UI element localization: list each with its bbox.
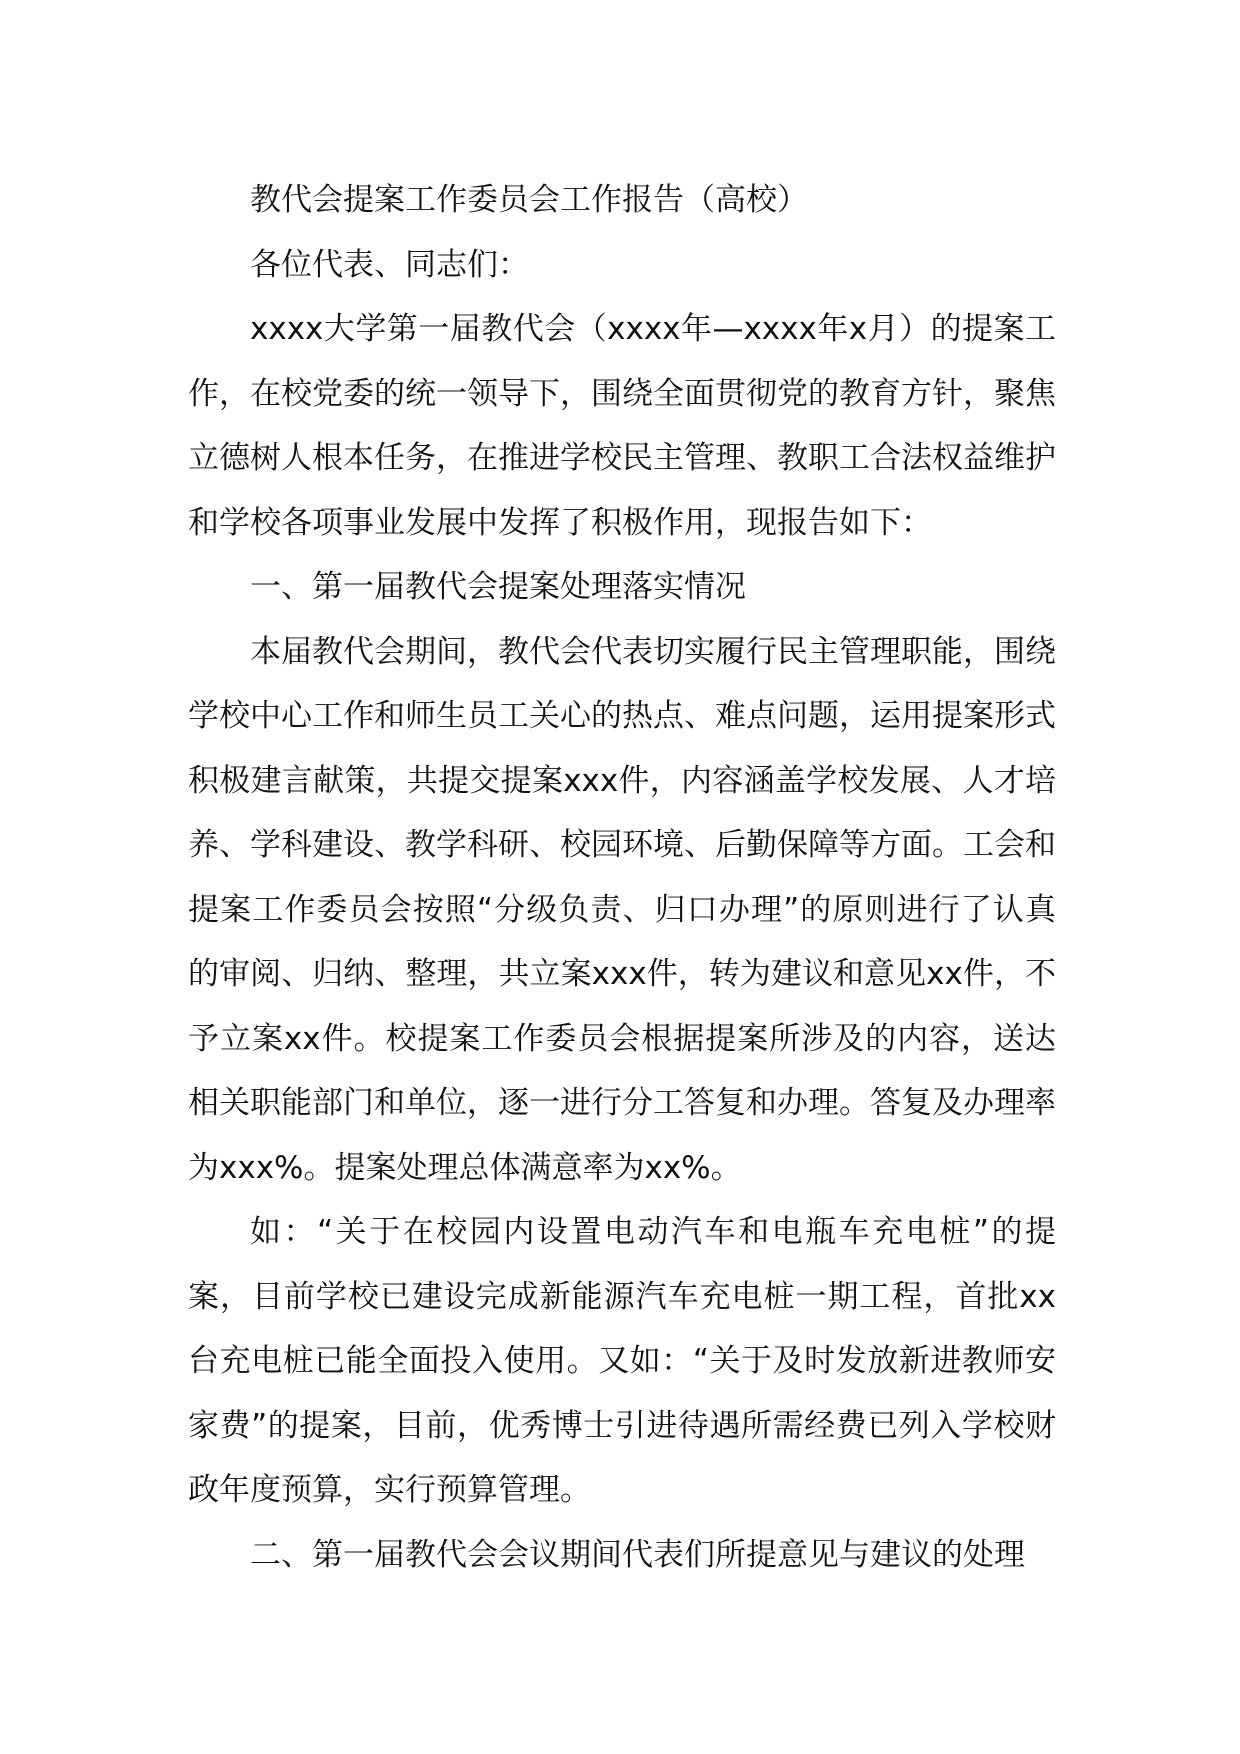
section-1-body: 本届教代会期间，教代会代表切实履行民主管理职能，围绕学校中心工作和师生员工关心的热点、难点问题，运用提案形式积极建言献策，共提交提案xxx件，内容涵盖学校发展、人才培养、学科建设、教学科研、校园环境、后勤保障等方面。工会和提案工作委员会按照“分级负责、归口办理”的原则进行了认真的审阅、归纳、整理，共立案xxx件，转为建议和意见xx件，不予立案xx件。校提案工作委员会根据提案所涉及的内容，送达相关职能部门和单位，逐一进行分工答复和办理。答复及办理率为xxx%。提案处理总体满意率为xx%。 — [188, 633, 1056, 1186]
section-1-heading: 一、第一届教代会提案处理落实情况 — [250, 569, 746, 605]
section-1-example: 如：“关于在校园内设置电动汽车和电瓶车充电桩”的提案，目前学校已建设完成新能源汽车充电桩一期工程，首批xx台充电桩已能全面投入使用。又如：“关于及时发放新进教师安家费”的提案，目前，优秀博士引进待遇所需经费已列入学校财政年度预算，实行预算管理。 — [188, 1214, 1056, 1508]
intro-paragraph: xxxx大学第一届教代会（xxxx年—xxxx年x月）的提案工作，在校党委的统一领导下，围绕全面贯彻党的教育方针，聚焦立德树人根本任务，在推进学校民主管理、教职工合法权益维护和学校各项事业发展中发挥了积极作用，现报告如下： — [188, 311, 1056, 541]
section-2-heading: 二、第一届教代会会议期间代表们所提意见与建议的处理 — [250, 1536, 1025, 1573]
document-body — [188, 168, 1056, 1587]
salutation: 各位代表、同志们： — [250, 246, 529, 283]
document-title: 教代会提案工作委员会工作报告（高校） — [250, 182, 808, 218]
